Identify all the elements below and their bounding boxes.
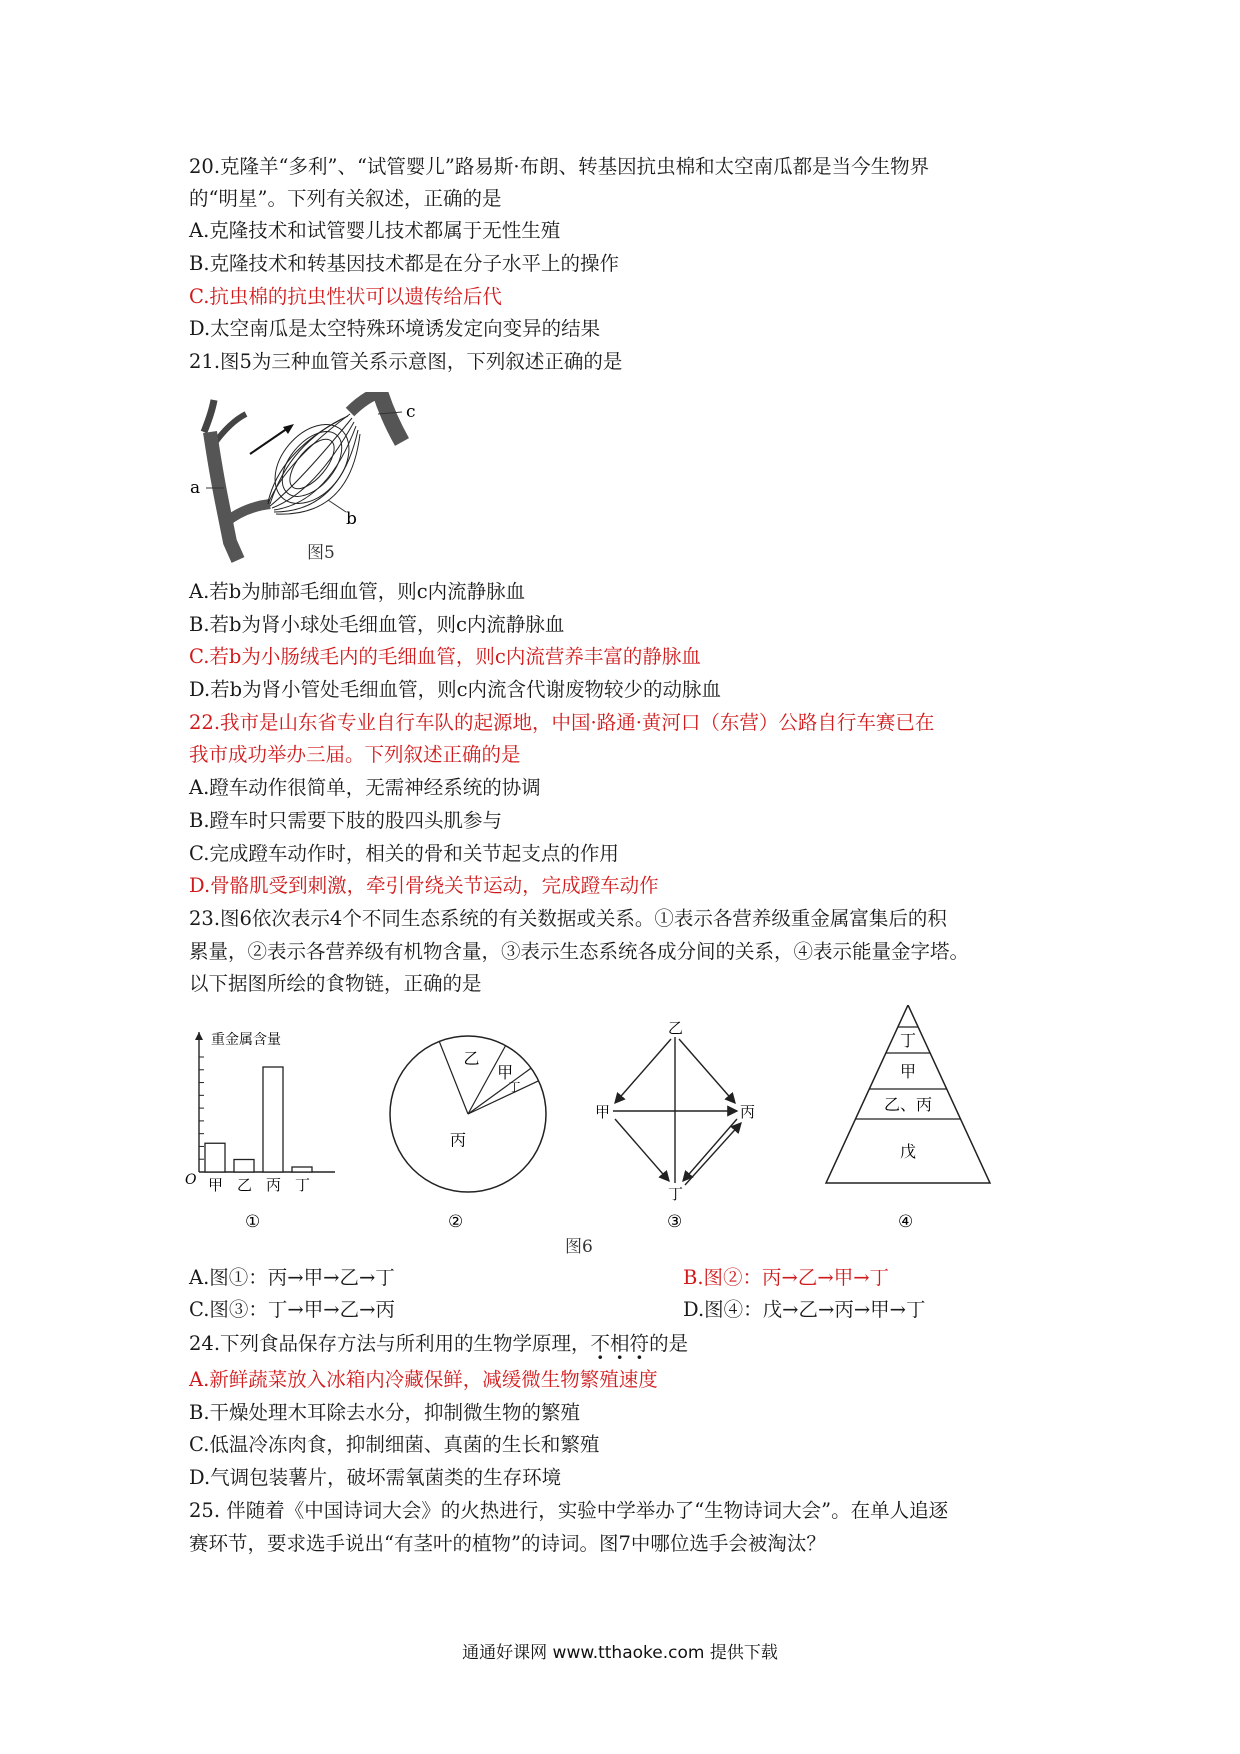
q24-emphasis-char-1: 不 bbox=[590, 1332, 611, 1355]
chart1-category-label: 甲 bbox=[208, 1176, 224, 1194]
chart2-label: ② bbox=[448, 1212, 464, 1232]
heavy-metal-bar-chart bbox=[185, 1022, 355, 1232]
q21-stem: 21.图5为三种血管关系示意图，下列叙述正确的是 bbox=[189, 350, 623, 373]
q20-option-d: D.太空南瓜是太空特殊环境诱发定向变异的结果 bbox=[189, 317, 601, 340]
figure6-chart2 bbox=[385, 1022, 555, 1232]
q20-option-a: A.克隆技术和试管婴儿技术都属于无性生殖 bbox=[189, 219, 561, 242]
page-footer: 通通好课网 www.tthaoke.com 提供下载 bbox=[462, 1643, 778, 1663]
chart1-origin: O bbox=[185, 1172, 197, 1188]
q23-stem-line2: 累量，②表示各营养级有机物含量，③表示生态系统各成分间的关系，④表示能量金字塔。 bbox=[189, 940, 970, 963]
q25-stem-line1: 25. 伴随着《中国诗词大会》的火热进行，实验中学举办了“生物诗词大会”。在单人追逐 bbox=[189, 1499, 949, 1522]
q23-option-b-answer: B.图②：丙→乙→甲→丁 bbox=[683, 1266, 890, 1289]
q23-stem-line3: 以下据图所绘的食物链，正确的是 bbox=[189, 972, 482, 995]
chart3-node-left: 甲 bbox=[595, 1103, 611, 1121]
q20-stem-line2: 的“明星”。下列有关叙述，正确的是 bbox=[189, 187, 502, 210]
chart1-bar-乙 bbox=[234, 1160, 254, 1173]
chart1-category-label: 乙 bbox=[237, 1176, 253, 1194]
chart4-level-label-2: 甲 bbox=[899, 1062, 917, 1081]
vessel-label-a: a bbox=[190, 478, 201, 498]
q24-stem bbox=[189, 1330, 688, 1357]
ecosystem-relation-diagram bbox=[595, 1015, 765, 1233]
figure6-chart4 bbox=[820, 1005, 1000, 1233]
chart1-bar-丁 bbox=[292, 1167, 312, 1172]
figure-5-caption: 图5 bbox=[307, 543, 335, 563]
energy-pyramid bbox=[820, 1005, 1000, 1233]
figure-6-caption: 图6 bbox=[565, 1237, 593, 1257]
chart1-bar-丙 bbox=[263, 1067, 283, 1172]
q24-option-c: C.低温冷冻肉食，抑制细菌、真菌的生长和繁殖 bbox=[189, 1433, 600, 1456]
q23-option-c: C.图③：丁→甲→乙→丙 bbox=[189, 1298, 395, 1321]
chart3-label: ③ bbox=[667, 1212, 683, 1232]
chart1-y-arrow bbox=[195, 1032, 203, 1040]
q22-stem-line1: 22.我市是山东省专业自行车队的起源地，中国·路通·黄河口（东营）公路自行车赛已在 bbox=[189, 711, 935, 734]
chart4-level-label-3: 乙、丙 bbox=[883, 1095, 933, 1114]
chart4-level-label-1: 丁 bbox=[899, 1031, 917, 1050]
q21-option-b: B.若b为肾小球处毛细血管，则c内流静脉血 bbox=[189, 613, 565, 636]
vessel-label-c: c bbox=[406, 402, 416, 422]
organic-matter-pie-chart bbox=[385, 1022, 555, 1232]
q23-option-d: D.图④：戊→乙→丙→甲→丁 bbox=[683, 1298, 926, 1321]
chart2-slice-label-乙: 乙 bbox=[463, 1048, 480, 1068]
q24-option-b: B.干燥处理木耳除去水分，抑制微生物的繁殖 bbox=[189, 1401, 581, 1424]
q24-option-d: D.气调包装薯片，破坏需氧菌类的生存环境 bbox=[189, 1466, 562, 1489]
q21-option-a: A.若b为肺部毛细血管，则c内流静脉血 bbox=[189, 580, 526, 603]
q21-option-d: D.若b为肾小管处毛细血管，则c内流含代谢废物较少的动脉血 bbox=[189, 678, 722, 701]
chart1-category-label: 丙 bbox=[266, 1176, 282, 1194]
chart4-label: ④ bbox=[898, 1212, 914, 1232]
q24-option-a-answer: A.新鲜蔬菜放入冰箱内冷藏保鲜，减缓微生物繁殖速度 bbox=[189, 1368, 658, 1391]
q22-option-b: B.蹬车时只需要下肢的股四头肌参与 bbox=[189, 809, 503, 832]
chart2-slice-label-丁: 丁 bbox=[508, 1080, 521, 1095]
q22-option-d-answer: D.骨骼肌受到刺激，牵引骨绕关节运动，完成蹬车动作 bbox=[189, 874, 659, 897]
chart3-node-top: 乙 bbox=[668, 1019, 684, 1037]
q23-option-a: A.图①：丙→甲→乙→丁 bbox=[189, 1266, 395, 1289]
chart4-level-label-4: 戊 bbox=[899, 1142, 917, 1161]
chart3-node-bottom: 丁 bbox=[668, 1185, 684, 1203]
q22-option-c: C.完成蹬车动作时，相关的骨和关节起支点的作用 bbox=[189, 842, 619, 865]
q24-stem-suffix: 的是 bbox=[649, 1332, 689, 1355]
q21-option-c-answer: C.若b为小肠绒毛内的毛细血管，则c内流营养丰富的静脉血 bbox=[189, 645, 701, 668]
chart1-bar-甲 bbox=[205, 1143, 225, 1172]
q20-stem-line1: 20.克隆羊“多利”、“试管婴儿”路易斯·布朗、转基因抗虫棉和太空南瓜都是当今生物界 bbox=[189, 155, 930, 178]
q23-stem-line1: 23.图6依次表示4个不同生态系统的有关数据或关系。①表示各营养级重金属富集后的积 bbox=[189, 907, 947, 930]
figure6-chart3 bbox=[595, 1015, 765, 1233]
chart2-slice-label-丙: 丙 bbox=[449, 1130, 466, 1150]
q20-option-c-answer: C.抗虫棉的抗虫性状可以遗传给后代 bbox=[189, 285, 502, 308]
q24-emphasis-char-3: 符 bbox=[629, 1332, 650, 1355]
q20-option-b: B.克隆技术和转基因技术都是在分子水平上的操作 bbox=[189, 252, 620, 275]
q22-stem-line2: 我市成功举办三届。下列叙述正确的是 bbox=[189, 743, 521, 766]
chart1-ylabel: 重金属含量 bbox=[211, 1032, 281, 1048]
chart2-slice-label-甲: 甲 bbox=[497, 1062, 514, 1082]
chart1-category-label: 丁 bbox=[295, 1176, 311, 1194]
vessel-label-b: b bbox=[346, 509, 357, 529]
chart3-node-right: 丙 bbox=[740, 1103, 756, 1121]
q24-stem-prefix: 24.下列食品保存方法与所利用的生物学原理， bbox=[189, 1332, 591, 1355]
q25-stem-line2: 赛环节，要求选手说出“有茎叶的植物”的诗词。图7中哪位选手会被淘汰？ bbox=[189, 1532, 826, 1555]
q22-option-a: A.蹬车动作很简单，无需神经系统的协调 bbox=[189, 776, 541, 799]
chart1-label: ① bbox=[245, 1212, 261, 1232]
figure6-chart1 bbox=[185, 1022, 355, 1232]
q24-emphasis-char-2: 相 bbox=[610, 1332, 630, 1355]
